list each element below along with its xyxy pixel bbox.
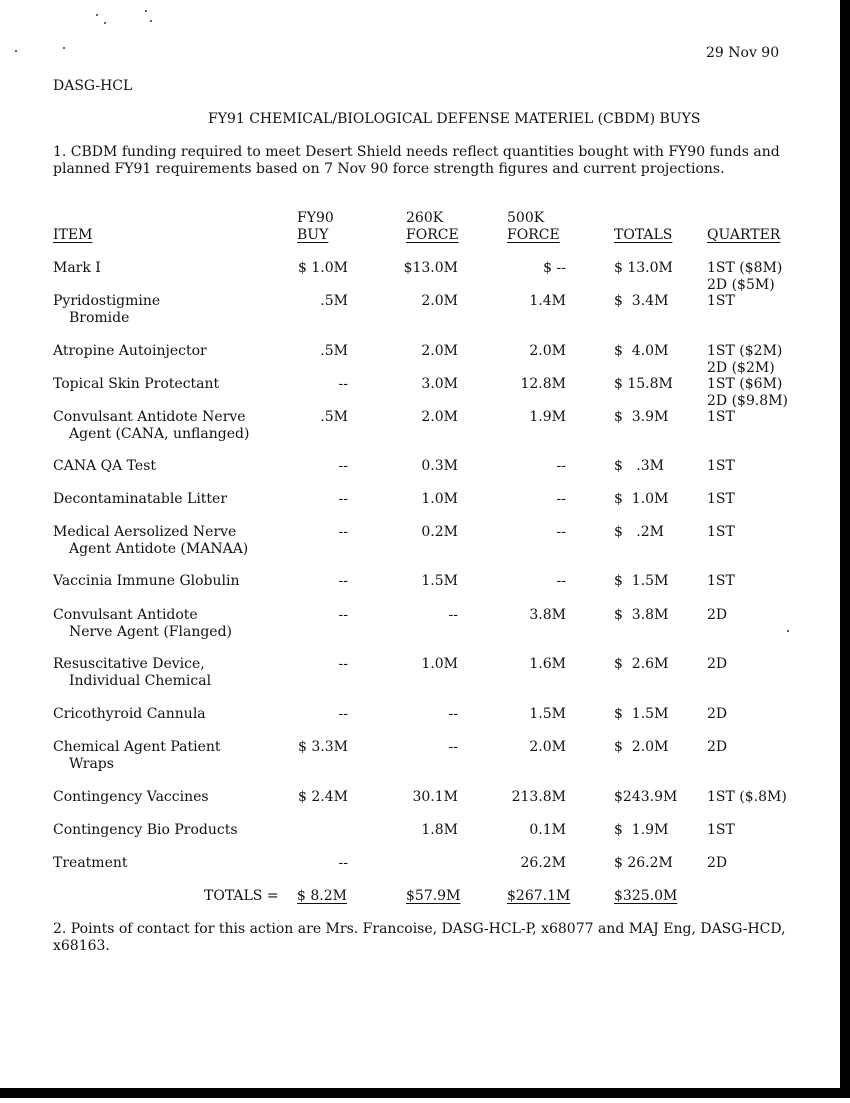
cell-total: $ 1.9M (614, 822, 669, 838)
cell-q1: 1ST (707, 458, 735, 474)
cell-fy90: $ 3.3M (298, 739, 348, 755)
cell-f260: -- (448, 607, 458, 623)
cell-q1: 2D (707, 855, 728, 871)
cell-q1: 1ST (707, 409, 735, 425)
cell-f500: -- (556, 573, 566, 589)
cell-q1: 1ST (707, 573, 735, 589)
paragraph-1: 1. CBDM funding required to meet Desert Shield needs reflect quantities bought with FY90 funds and planned FY91 requirements based on 7 Nov 90 force strength figures and current projections. (53, 144, 780, 177)
cell-fy90: .5M (320, 409, 348, 425)
cell-f500: 26.2M (520, 855, 566, 871)
cell-f500: 1.6M (529, 656, 566, 672)
cell-f260: -- (448, 706, 458, 722)
cell-f500: 1.5M (529, 706, 566, 722)
memo-date: 29 Nov 90 (706, 45, 780, 61)
header-quarter: QUARTER (707, 227, 781, 243)
cell-item1: Contingency Bio Products (53, 822, 238, 838)
cell-item1: Medical Aersolized Nerve (53, 524, 237, 540)
cell-item1: Decontaminatable Litter (53, 491, 228, 507)
cell-f260: 1.8M (421, 822, 458, 838)
cell-fy90: .5M (320, 343, 348, 359)
cell-total: $ 26.2M (614, 855, 673, 871)
paragraph-2: 2. Points of contact for this action are Mrs. Francoise, DASG-HCL-P, x68077 and MAJ Eng, DASG-HCD, x68163. (53, 921, 786, 954)
scan-border-bottom (0, 1088, 850, 1098)
cell-quarter-line2: 2D ($5M) (707, 277, 775, 293)
header-500k-bottom: FORCE (507, 227, 560, 243)
cell-f500: 1.4M (529, 293, 566, 309)
cell-total: $ .3M (614, 458, 664, 474)
header-fy90-top: FY90 (297, 210, 334, 226)
header-260k-top: 260K (406, 210, 444, 226)
cell-f500: -- (556, 524, 566, 540)
cell-item1: Pyridostigmine (53, 293, 161, 309)
cell-item1: Resuscitative Device, (53, 656, 205, 672)
totals-500k: $267.1M (507, 888, 571, 904)
cell-q1: 2D (707, 706, 728, 722)
cell-item1: Mark I (53, 260, 101, 276)
totals-fy90: $ 8.2M (297, 888, 347, 904)
cell-item1: Atropine Autoinjector (53, 343, 207, 359)
cell-fy90: -- (338, 607, 348, 623)
cell-f260: 0.2M (421, 524, 458, 540)
cell-item1: Chemical Agent Patient (53, 739, 221, 755)
cell-f260: 2.0M (421, 343, 458, 359)
cell-total: $ 15.8M (614, 376, 673, 392)
cell-fy90: -- (338, 706, 348, 722)
cell-q1: 2D (707, 656, 728, 672)
cell-item1: Contingency Vaccines (53, 789, 209, 805)
cell-q1: 1ST ($2M) (707, 343, 783, 359)
office-symbol: DASG-HCL (53, 78, 133, 94)
cell-item-line2: Individual Chemical (69, 673, 212, 689)
cell-f260: 0.3M (421, 458, 458, 474)
cell-fy90: -- (338, 573, 348, 589)
header-totals: TOTALS (614, 227, 673, 243)
header-item: ITEM (53, 227, 93, 243)
cell-total: $ 1.5M (614, 706, 669, 722)
scan-speck (787, 630, 789, 632)
memo-title: FY91 CHEMICAL/BIOLOGICAL DEFENSE MATERIEL (CBDM) BUYS (208, 111, 701, 127)
cell-f500: 2.0M (529, 343, 566, 359)
cell-total: $ 13.0M (614, 260, 673, 276)
cell-item-line2: Nerve Agent (Flanged) (69, 624, 233, 640)
cell-fy90: -- (338, 524, 348, 540)
cell-q1: 1ST (707, 293, 735, 309)
cell-total: $ 2.0M (614, 739, 669, 755)
cell-total: $ 1.5M (614, 573, 669, 589)
scan-speck (63, 47, 65, 49)
cell-item1: Convulsant Antidote Nerve (53, 409, 246, 425)
cell-f500: 3.8M (529, 607, 566, 623)
scan-speck (104, 22, 106, 24)
totals-grand: $325.0M (614, 888, 678, 904)
cell-f260: $13.0M (403, 260, 458, 276)
cell-item1: Treatment (53, 855, 128, 871)
scan-speck (145, 10, 147, 12)
cell-f260: 2.0M (421, 293, 458, 309)
cell-f260: 1.0M (421, 656, 458, 672)
cell-f260: -- (448, 739, 458, 755)
cell-total: $ 3.4M (614, 293, 669, 309)
cell-fy90: .5M (320, 293, 348, 309)
scan-speck (150, 20, 152, 22)
cell-q1: 1ST ($8M) (707, 260, 783, 276)
cell-fy90: -- (338, 491, 348, 507)
totals-label: TOTALS = (204, 888, 279, 904)
totals-260k: $57.9M (406, 888, 461, 904)
cell-item1: Vaccinia Immune Globulin (53, 573, 240, 589)
cell-f260: 1.0M (421, 491, 458, 507)
cell-total: $ 3.9M (614, 409, 669, 425)
cell-fy90: -- (338, 656, 348, 672)
scan-speck (15, 50, 17, 52)
cell-f500: 0.1M (529, 822, 566, 838)
cell-fy90: $ 2.4M (298, 789, 348, 805)
cell-item-line2: Agent Antidote (MANAA) (69, 541, 249, 557)
cell-q1: 1ST ($6M) (707, 376, 783, 392)
cell-item-line2: Agent (CANA, unflanged) (69, 426, 250, 442)
cell-total: $243.9M (614, 789, 678, 805)
cell-f260: 30.1M (412, 789, 458, 805)
cell-f500: 1.9M (529, 409, 566, 425)
cell-quarter-line2: 2D ($2M) (707, 360, 775, 376)
cell-f500: 2.0M (529, 739, 566, 755)
cell-item-line2: Bromide (69, 310, 130, 326)
cell-f260: 2.0M (421, 409, 458, 425)
header-500k-top: 500K (507, 210, 545, 226)
cell-f260: 1.5M (421, 573, 458, 589)
cell-q1: 1ST ($.8M) (707, 789, 787, 805)
cell-item1: Cricothyroid Cannula (53, 706, 206, 722)
cell-q1: 2D (707, 739, 728, 755)
cell-fy90: $ 1.0M (298, 260, 348, 276)
cell-fy90: -- (338, 458, 348, 474)
cell-f500: 12.8M (520, 376, 566, 392)
cell-f260: 3.0M (421, 376, 458, 392)
cell-q1: 1ST (707, 491, 735, 507)
cell-q1: 2D (707, 607, 728, 623)
cell-f500: -- (556, 458, 566, 474)
cell-total: $ 1.0M (614, 491, 669, 507)
header-fy90-bottom: BUY (297, 227, 329, 243)
header-260k-bottom: FORCE (406, 227, 459, 243)
cell-quarter-line2: 2D ($9.8M) (707, 393, 789, 409)
cell-item1: Topical Skin Protectant (53, 376, 220, 392)
cell-f500: 213.8M (511, 789, 566, 805)
cell-total: $ 4.0M (614, 343, 669, 359)
cell-total: $ .2M (614, 524, 664, 540)
cell-item-line2: Wraps (69, 756, 114, 772)
cell-item1: Convulsant Antidote (53, 607, 198, 623)
cell-q1: 1ST (707, 524, 735, 540)
cell-f500: -- (556, 491, 566, 507)
cell-total: $ 3.8M (614, 607, 669, 623)
cell-f500: $ -- (543, 260, 566, 276)
cell-fy90: -- (338, 376, 348, 392)
cell-total: $ 2.6M (614, 656, 669, 672)
scan-speck (96, 14, 98, 16)
cell-item1: CANA QA Test (53, 458, 157, 474)
cell-fy90: -- (338, 855, 348, 871)
scan-border-right (840, 0, 850, 1098)
cell-q1: 1ST (707, 822, 735, 838)
